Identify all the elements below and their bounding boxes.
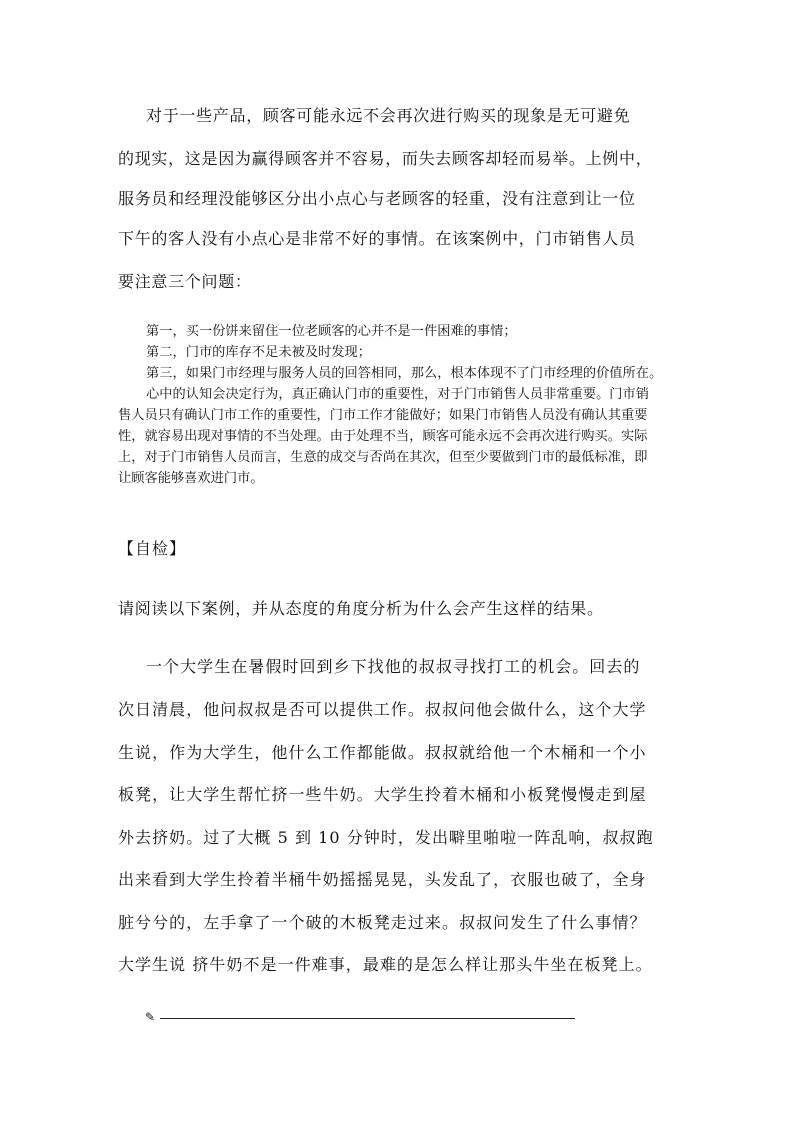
intro-line-2: 的现实，这是因为赢得顾客并不容易，而失去顾客却轻而易举。上例中， <box>118 149 653 168</box>
point-line-5: 售人员只有确认门市工作的重要性，门市工作才能做好；如果门市销售人员没有确认其重要 <box>118 408 648 423</box>
answer-underline <box>160 1018 575 1019</box>
story-line-3: 生说，作为大学生，他什么工作都能做。叔叔就给他一个木桶和一个小 <box>118 743 647 762</box>
story-line-4: 板凳，让大学生帮忙挤一些牛奶。大学生拎着木桶和小板凳慢慢走到屋 <box>118 785 647 804</box>
story-line-7: 脏兮兮的，左手拿了一个破的木板凳走过来。叔叔问发生了什么事情？ <box>118 913 647 932</box>
story-line-5: 外去挤奶。过了大概 5 到 10 分钟时，发出噼里啪啦一阵乱响，叔叔跑 <box>118 828 654 847</box>
point-line-8: 让顾客能够喜欢进门市。 <box>118 471 264 486</box>
story-line-1: 一个大学生在暑假时回到乡下找他的叔叔寻找打工的机会。回去的 <box>146 657 641 676</box>
writing-line <box>145 1011 575 1023</box>
story-line-2: 次日清晨，他问叔叔是否可以提供工作。叔叔问他会做什么，这个大学 <box>118 700 647 719</box>
point-line-2: 第二，门市的库存不足未被及时发现； <box>146 345 372 360</box>
story-line-8: 大学生说 挤牛奶不是一件难事，最难的是怎么样让那头牛坐在板凳上。 <box>118 955 653 974</box>
pencil-icon: ✎ <box>145 1010 156 1024</box>
self-check-heading: 【自检】 <box>118 539 187 558</box>
intro-line-1: 对于一些产品，顾客可能永远不会再次进行购买的现象是无可避免 <box>146 106 631 125</box>
point-line-7: 上，对于门市销售人员而言，生意的成交与否尚在其次，但至少要做到门市的最低标准，即 <box>118 450 648 465</box>
point-line-4: 心中的认知会决定行为，真正确认门市的重要性，对于门市销售人员非常重要。门市销 <box>146 387 650 402</box>
intro-line-4: 下午的客人没有小点心是非常不好的事情。在该案例中，门市销售人员 <box>118 229 636 248</box>
point-line-6: 性，就容易出现对事情的不当处理。由于处理不当，顾客可能永远不会再次进行购买。实际 <box>118 429 648 444</box>
intro-line-3: 服务员和经理没能够区分出小点心与老顾客的轻重，没有注意到让一位 <box>118 189 636 208</box>
self-check-question: 请阅读以下案例，并从态度的角度分析为什么会产生这样的结果。 <box>118 599 604 618</box>
story-line-6: 出来看到大学生拎着半桶牛奶摇摇晃晃，头发乱了，衣服也破了，全身 <box>118 870 647 889</box>
point-line-1: 第一，买一份饼来留住一位老顾客的心并不是一件困难的事情； <box>146 324 517 339</box>
point-line-3: 第三，如果门市经理与服务人员的回答相同，那么，根本体现不了门市经理的价值所在。 <box>146 366 663 381</box>
intro-line-5: 要注意三个问题： <box>118 272 252 291</box>
